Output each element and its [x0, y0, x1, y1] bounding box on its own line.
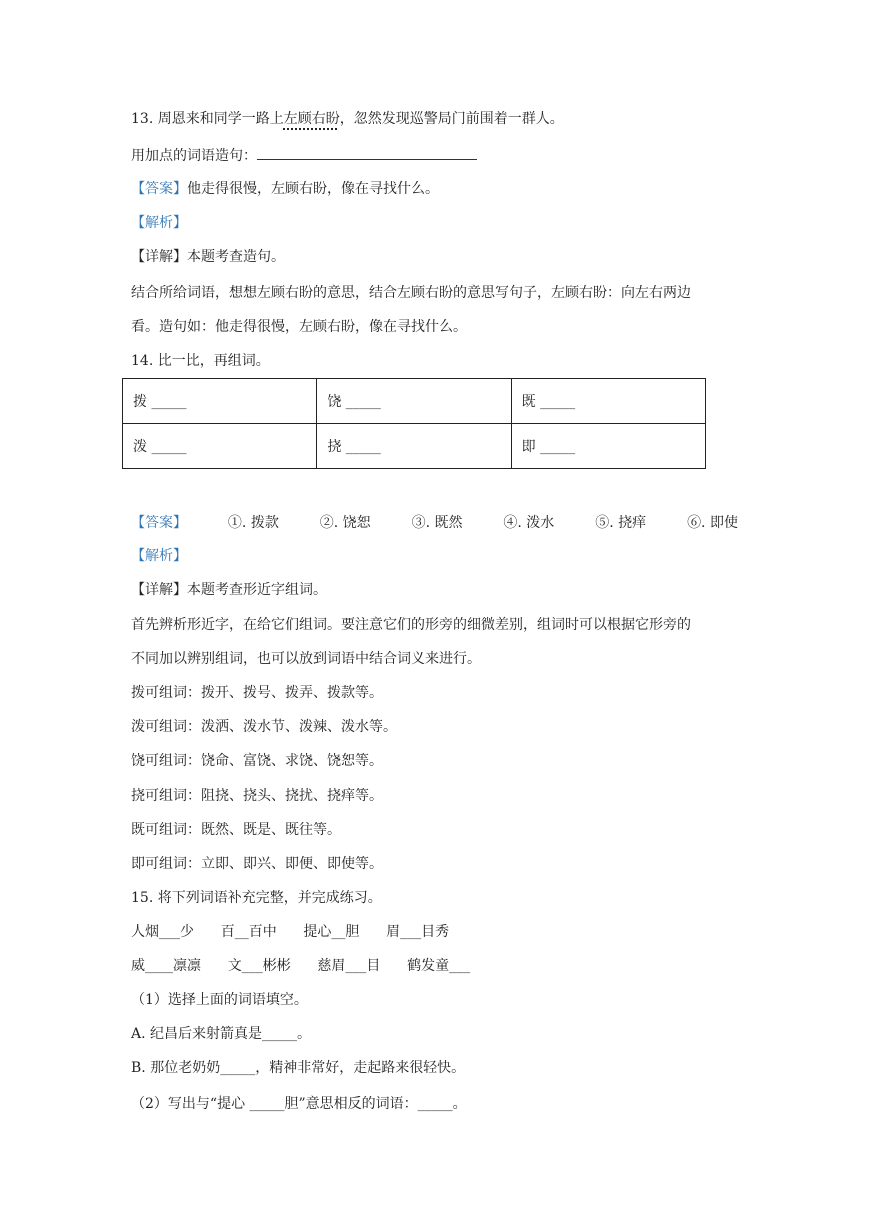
q14-stem: 14. 比一比，再组词。 — [131, 353, 270, 369]
q13-explain-2: 看。造句如：他走得很慢，左顾右盼，像在寻找什么。 — [131, 319, 467, 335]
table-row — [123, 379, 706, 424]
q14-explain-1: 首先辨析形近字，在给它们组词。要注意它们的形旁的细微差别，组词时可以根据它形旁的 — [131, 617, 691, 633]
q13-dotted-word: 左顾右盼 — [283, 111, 340, 127]
table-cell: 既 _____ — [511, 379, 705, 424]
q13-answer-tag: 【答案】 — [131, 181, 187, 197]
q13-explain-1: 结合所给词语，想想左顾右盼的意思，结合左顾右盼的意思写句子，左顾右盼：向左右两边 — [131, 285, 691, 301]
q15-sub-1: （1）选择上面的词语填空。 — [131, 992, 308, 1008]
q15-stem: 15. 将下列词语补充完整，并完成练习。 — [131, 890, 382, 906]
q14-answer-tag: 【答案】 — [131, 515, 187, 531]
q14-group: 拨可组词：拨开、拨号、拨弄、拨款等。 — [131, 685, 383, 701]
q13-stem — [131, 109, 564, 129]
q14-detail: 【详解】本题考查形近字组词。 — [131, 582, 327, 598]
q15-idiom-row-2: 威____凛凛 文___彬彬 慈眉___目 鹤发童___ — [131, 958, 471, 974]
q13-stem-suffix: ，忽然发现巡警局门前围着一群人。 — [339, 111, 564, 127]
q14-answer-row — [131, 512, 738, 532]
q13-answer-text: 他走得很慢，左顾右盼，像在寻找什么。 — [187, 181, 439, 197]
q14-explain-2: 不同加以辨别组词，也可以放到词语中结合词义来进行。 — [131, 651, 481, 667]
q14-table — [122, 378, 706, 469]
table-cell: 拨 _____ — [123, 379, 317, 424]
table-cell: 饶 _____ — [317, 379, 511, 424]
q15-idiom-row-1: 人烟___少 百__百中 提心__胆 眉___目秀 — [131, 924, 450, 940]
q14-group: 挠可组词：阻挠、挠头、挠扰、挠痒等。 — [131, 788, 383, 804]
table-cell: 挠 _____ — [317, 424, 511, 469]
q14-answer-item: ④. 泼水 — [503, 515, 555, 531]
q14-group: 既可组词：既然、既是、既往等。 — [131, 822, 341, 838]
q14-group: 饶可组词：饶命、富饶、求饶、饶恕等。 — [131, 753, 383, 769]
q14-answer-item: ②. 饶恕 — [319, 515, 371, 531]
q13-answer — [131, 179, 439, 199]
q15-option-b: B. 那位老奶奶_____，精神非常好，走起路来很轻快。 — [131, 1060, 466, 1076]
q13-prompt-line — [131, 145, 477, 166]
q14-analysis-tag: 【解析】 — [131, 548, 187, 564]
q14-group: 泼可组词：泼洒、泼水节、泼辣、泼水等。 — [131, 719, 397, 735]
q14-answer-item: ③. 既然 — [411, 515, 463, 531]
q15-option-a: A. 纪昌后来射箭真是_____。 — [131, 1026, 312, 1042]
table-row — [123, 424, 706, 469]
q15-sub-2: （2）写出与“提心 _____胆”意思相反的词语：_____。 — [131, 1096, 467, 1112]
table-cell: 泼 _____ — [123, 424, 317, 469]
q14-group: 即可组词：立即、即兴、即便、即使等。 — [131, 856, 383, 872]
q13-prompt: 用加点的词语造句： — [131, 148, 257, 164]
q14-answer-item: ⑥. 即使 — [687, 515, 738, 531]
q13-answer-blank — [257, 145, 477, 160]
q13-detail: 【详解】本题考查造句。 — [131, 249, 285, 265]
q13-stem-prefix: 13. 周恩来和同学一路上 — [131, 111, 284, 127]
q13-analysis-tag: 【解析】 — [131, 215, 187, 231]
q14-answer-item: ⑤. 挠痒 — [595, 515, 647, 531]
q14-answer-item: ①. 拨款 — [227, 515, 279, 531]
table-cell: 即 _____ — [511, 424, 705, 469]
